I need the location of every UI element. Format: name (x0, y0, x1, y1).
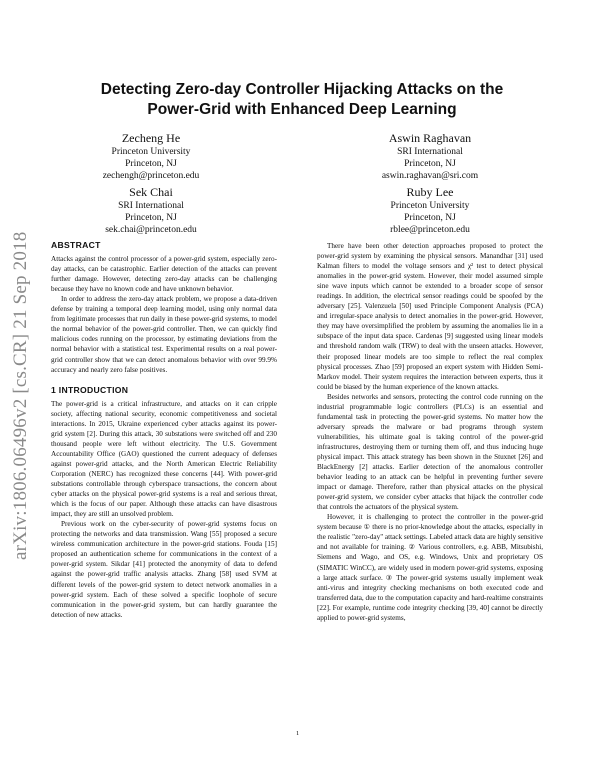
author-affiliation: Princeton University (390, 201, 470, 211)
abstract-paragraph-2: In order to address the zero-day attack problem, we propose a data-driven defense by training a temporal deep learning model, using only normal data from legitimate processes that run daily in these power-grid systems, to model the normal behavior of the power-grid controller. Then, we can quickly find malicious codes running on the processor, by estimating deviations from the normal behavior with a statistical test. Experimental results on a real power-grid controller show that we can detect anomalous behavior with over 99.9% accuracy and nearly zero false positives. (51, 295, 277, 374)
author-name: Aswin Raghavan (388, 131, 472, 145)
right-paragraph-2: Besides networks and sensors, protecting the control code running on the industrial programmable logic controllers (PLCs) is an essential and fundamental task in protecting the power-grid systems. No matter how the adversary spreads the malware or bad programs through system vulnerabilities, his ultimate goal is taking control of the power-grid infrastructures, destroying them or turning them off, and thus inducing huge physical impact. This attack strategy has been shown in the Stuxnet [26] and BlackEnergy [2] attacks. Earlier detection of the anomalous controller behavior leading to an attack can be helpful in preventing further severe impact or damage. Therefore, rather than physical attacks on the physical power-grid system, we consider cyber attacks that hijack the controller code that controls the actuators of the physical system. (317, 392, 543, 512)
author-email: rblee@princeton.edu (390, 225, 470, 235)
abstract-heading: ABSTRACT (51, 240, 101, 250)
right-paragraph-1: There have been other detection approaches proposed to protect the power-grid system by examining the physical sensors. Manandhar [31] used Kalman filters to model the voltage sensors and χ² test to detect physical anomalies in the power-grid system. However, their model assumed simple sine wave inputs which cannot be extended to a broader scope of sensor readings. In addition, the electrical sensor readings could be spoofed by the adversary [25]. Valenzuela [50] used Principle Component Analysis (PCA) and irregular-space analysis to detect anomalies in the power-grid. However, they may have oversimplified the problem by assuming the anomalies lie in a subspace of the input data space. Cardenas [9] suggested using linear models and threshold random walk (TRW) to deal with the unseen attacks. However, their proposed linear models are too simple to reflect the real complex physical processes. Zhao [59] proposed an expert system with Hidden Semi-Markov model. Their system requires the interaction between experts, thus it could be biased by the human experience of the known attacks. (317, 242, 543, 391)
author-affiliation: SRI International (118, 201, 184, 211)
author-affiliation: SRI International (397, 147, 463, 157)
author-location: Princeton, NJ (125, 213, 177, 223)
right-paragraph-3: However, it is challenging to protect the controller in the power-grid system because ① there is no prior-knowledge about the attacks, especially in the realistic "zero-day" attack settings. Labeled attack data are highly sensitive and not available for training. ② Various controllers, e.g. ABB, Mitsubishi, Siemens and Wago, and OS, e.g. Windows, Unix and proprietary OS (SIMATIC WinCC), are widely used in modern power-grid systems, exposing a large attack surface. ③ The power-grid systems usually implement weak anti-virus and integrity checking mechanisms on both executed code and transferred data, due to the computation capacity and hard-realtime constraints [22]. For example, runtime code integrity checking [39, 40] cannot be directly applied to power-grid systems, (317, 513, 543, 622)
author-email: aswin.raghavan@sri.com (381, 171, 479, 181)
author-affiliation: Princeton University (111, 147, 191, 157)
right-column (317, 241, 543, 623)
page-number: 1 (296, 730, 300, 737)
arxiv-side-stamp: arXiv:1806.06496v2 [cs.CR] 21 Sep 2018 (10, 231, 31, 560)
author-email: zechengh@princeton.edu (102, 171, 200, 181)
author-block-3 (51, 184, 251, 236)
intro-paragraph-2: Previous work on the cyber-security of power-grid systems focus on protecting the networks and data transmission. Wang [55] proposed a secure wireless communication architecture in the power-grid stations. Fouda [15] proposed an authentication scheme for communications in the context of a power-grid system. Sikdar [41] protected the anonymity of data to defend against the power-grid traffic analysis attacks. Zhang [58] used SVM at different levels of the power-grid system to detect network anomalies in a power-grid system. Each of these solved a specific loophole of secure communication in the power-grid system, but can hardly guarantee the detection of new attacks. (51, 520, 277, 619)
author-location: Princeton, NJ (125, 159, 177, 169)
abstract-paragraph-1: Attacks against the control processor of a power-grid system, especially zero-day attacks, can be catastrophic. Earlier detection of the attacks can prevent further damage. However, detecting zero-day attacks can be challenging because they have no known code and have unknown behavior. (51, 255, 277, 294)
author-name: Zecheng He (121, 131, 181, 145)
author-block-4 (330, 184, 530, 236)
author-name: Sek Chai (129, 185, 173, 199)
author-location: Princeton, NJ (404, 159, 456, 169)
author-email: sek.chai@princeton.edu (105, 225, 197, 235)
intro-paragraph-1: The power-grid is a critical infrastructure, and attacks on it can cripple society, affecting national security, economic competitiveness and societal interactions. In 2015, Ukraine experienced cyber attacks against its power-grid system [2]. During this attack, 30 substations were switched off and 230 thousand people were left without electricity. The U.S. Government Accountability Office (GAO) questioned the current adequacy of defenses against power-grid attacks, and the North American Electric Reliability Corporation (NERC) has recognized these concerns [44]. With power-grid substations controllable through cyberspace transactions, the concern about cyber attacks on the physical power-grid systems is a real and serious threat, which is the focus of our paper. Although these attacks can have disastrous impact, they are still an unsolved problem. (51, 399, 277, 519)
left-column (51, 240, 277, 620)
author-block-1 (51, 130, 251, 182)
title-line-1: Detecting Zero-day Controller Hijacking Attacks on the (100, 81, 504, 98)
title-line-2: Power-Grid with Enhanced Deep Learning (147, 101, 457, 118)
author-name: Ruby Lee (406, 185, 454, 199)
author-block-2 (330, 130, 530, 182)
introduction-heading: 1 INTRODUCTION (51, 384, 129, 395)
paper-title (52, 80, 552, 120)
author-location: Princeton, NJ (404, 213, 456, 223)
